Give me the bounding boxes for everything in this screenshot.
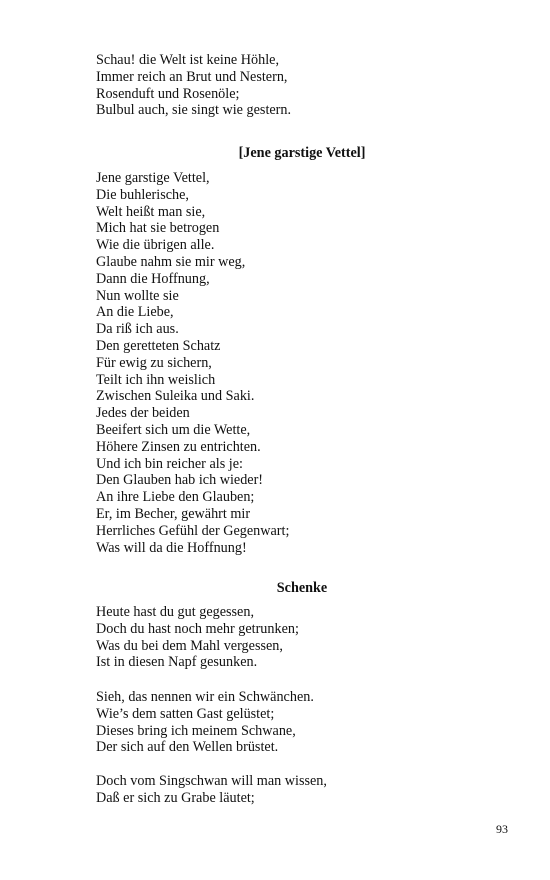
text-line: Jene garstige Vettel, <box>96 170 210 186</box>
text-line: Was du bei dem Mahl vergessen, <box>96 637 283 654</box>
text-line: Immer reich an Brut und Nestern, <box>96 68 288 85</box>
text-line: An die Liebe, <box>96 304 174 321</box>
text-line: Was will da die Hoffnung! <box>96 539 247 556</box>
text-line: Heute hast du gut gegessen, <box>96 604 254 620</box>
text-line: Sieh, das nennen wir ein Schwänchen. <box>96 689 314 705</box>
text-line: Rosenduft und Rosenöle; <box>96 85 240 102</box>
text-line: Ist in diesen Napf gesunken. <box>96 654 258 671</box>
text-line: Da riß ich aus. <box>96 321 179 338</box>
text-line: Teilt ich ihn weislich <box>96 371 216 388</box>
poem-title-schenke: Schenke <box>276 580 328 596</box>
text-line: Doch vom Singschwan will man wissen, <box>96 773 327 789</box>
stanza-intro <box>96 52 516 119</box>
text-line: Dann die Hoffnung, <box>96 270 210 287</box>
text-line: Welt heißt man sie, <box>96 203 206 220</box>
text-line: Er, im Becher, gewährt mir <box>96 505 251 522</box>
text-line: Den Glauben hab ich wieder! <box>96 472 264 489</box>
text-line: Den geretteten Schatz <box>96 337 221 354</box>
poem-vettel-body <box>96 170 516 556</box>
text-line: Mich hat sie betrogen <box>96 220 220 237</box>
text-line: Doch du hast noch mehr getrunken; <box>96 620 299 637</box>
schenke-stanza-1 <box>96 604 516 671</box>
text-line: Zwischen Suleika und Saki. <box>96 388 255 405</box>
text-line: Höhere Zinsen zu entrichten. <box>96 438 261 455</box>
text-line: Nun wollte sie <box>96 287 179 304</box>
text-line: Daß er sich zu Grabe läutet; <box>96 789 255 806</box>
schenke-stanza-3 <box>96 773 516 807</box>
text-line: Beeifert sich um die Wette, <box>96 421 251 438</box>
page-number: 93 <box>496 822 508 836</box>
text-line: An ihre Liebe den Glauben; <box>96 489 255 506</box>
schenke-stanza-2 <box>96 689 516 756</box>
text-line: Wie’s dem satten Gast gelüstet; <box>96 705 275 722</box>
text-line: Der sich auf den Wellen brüstet. <box>96 739 279 756</box>
text-line: Wie die übrigen alle. <box>96 237 215 254</box>
text-line: Und ich bin reicher als je: <box>96 455 243 472</box>
text-line: Für ewig zu sichern, <box>96 354 212 371</box>
text-line: Schau! die Welt ist keine Höhle, <box>96 52 279 68</box>
text-line: Jedes der beiden <box>96 405 190 422</box>
text-line: Glaube nahm sie mir weg, <box>96 253 246 270</box>
text-line: Die buhlerische, <box>96 186 189 203</box>
poem-title-vettel: [Jene garstige Vettel] <box>238 145 366 161</box>
text-line: Dieses bring ich meinem Schwane, <box>96 722 296 739</box>
text-line: Bulbul auch, sie singt wie gestern. <box>96 102 292 119</box>
text-line: Herrliches Gefühl der Gegenwart; <box>96 522 290 539</box>
